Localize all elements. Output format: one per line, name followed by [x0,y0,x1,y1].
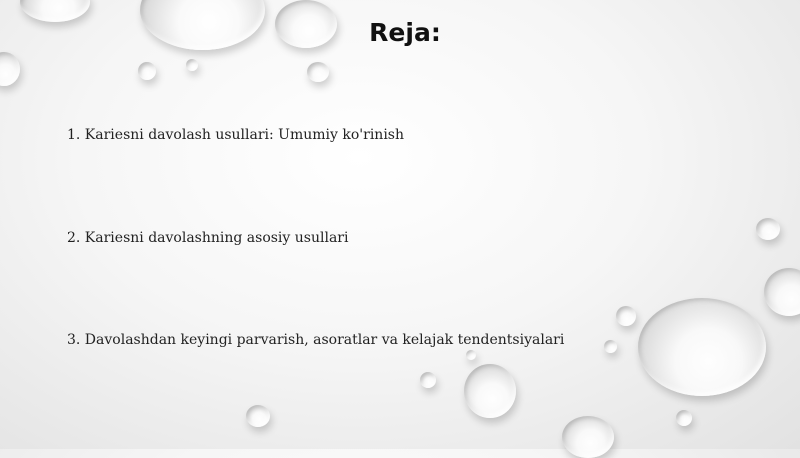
plan-item-2: 2. Kariesni davolashning asosiy usullari [67,230,349,246]
water-drop-decoration [307,62,329,82]
water-drop-decoration [186,59,198,71]
water-drop-decoration [466,350,476,360]
water-drop-decoration [464,364,516,418]
water-drop-decoration [638,298,766,396]
water-drop-decoration [420,372,436,388]
water-drop-decoration [562,416,614,458]
water-drop-decoration [616,306,636,326]
water-drop-decoration [246,405,270,427]
water-drop-decoration [604,340,617,353]
plan-item-3: 3. Davolashdan keyingi parvarish, asoratlar va kelajak tendentsiyalari [67,332,565,348]
water-drop-decoration [138,62,156,80]
water-drop-decoration [764,268,800,316]
slide-title: Reja: [369,18,441,47]
plan-item-1: 1. Kariesni davolash usullari: Umumiy ko'rinish [67,127,405,143]
water-drop-decoration [0,52,20,86]
water-drop-decoration [756,218,780,240]
water-drop-decoration [676,410,692,426]
